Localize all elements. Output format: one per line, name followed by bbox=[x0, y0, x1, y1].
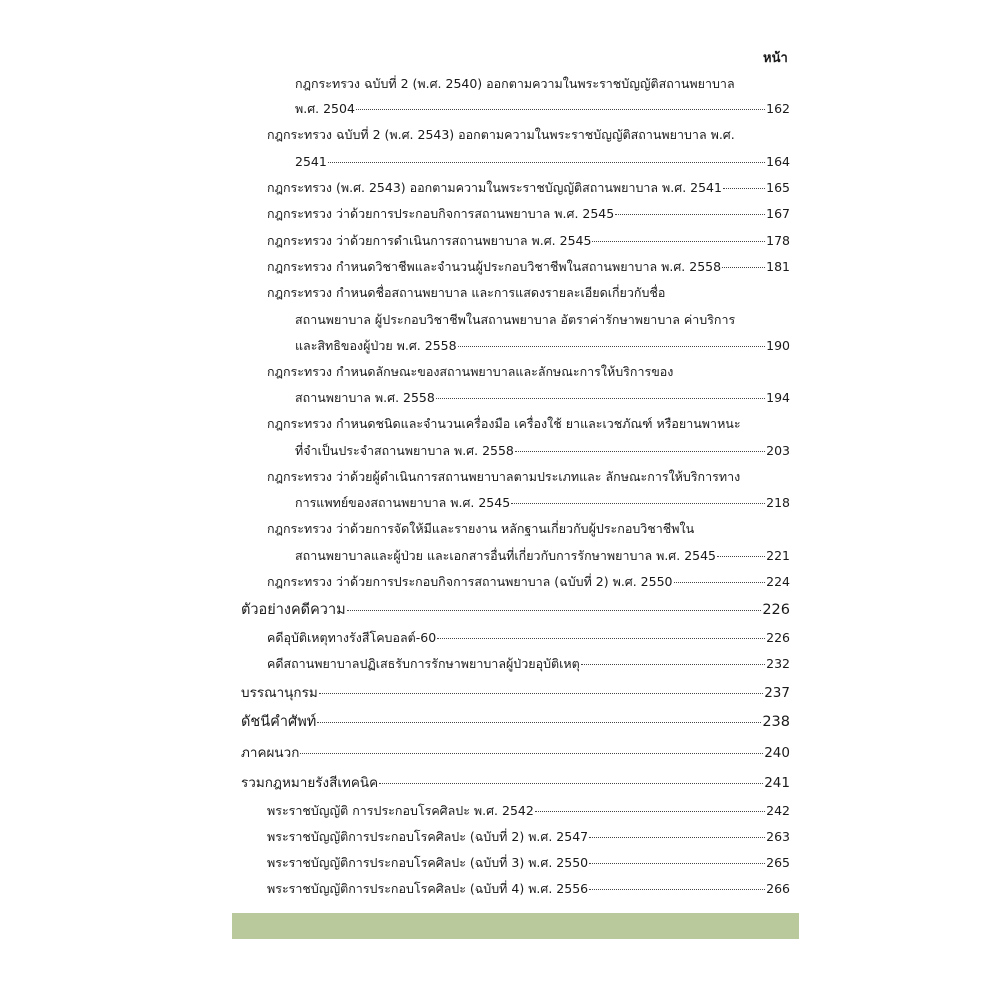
toc-entry[interactable] bbox=[295, 390, 790, 406]
toc-entry-text: กฎกระทรวง ฉบับที่ 2 (พ.ศ. 2543) ออกตามความในพระราชบัญญัติสถานพยาบาล พ.ศ. bbox=[267, 127, 735, 142]
dot-leader bbox=[717, 556, 765, 557]
toc-entry[interactable] bbox=[295, 443, 790, 459]
toc-section-title: ดัชนีคำศัพท์ bbox=[241, 714, 317, 730]
toc-entry[interactable] bbox=[267, 233, 790, 249]
toc-page-number: 232 bbox=[766, 656, 790, 671]
dot-leader bbox=[589, 889, 765, 890]
toc-page-number: 218 bbox=[766, 495, 790, 510]
toc-page-number: 237 bbox=[764, 685, 790, 701]
toc-entry-text: กฎกระทรวง กำหนดชื่อสถานพยาบาล และการแสดงรายละเอียดเกี่ยวกับชื่อ bbox=[267, 285, 666, 300]
footer-band bbox=[232, 913, 799, 939]
toc-entry[interactable] bbox=[267, 259, 790, 275]
toc-section-title: ตัวอย่างคดีความ bbox=[241, 602, 346, 618]
toc-page-number: 164 bbox=[766, 154, 790, 169]
toc-entry[interactable] bbox=[267, 803, 790, 819]
toc-entry[interactable] bbox=[295, 101, 790, 117]
dot-leader bbox=[347, 610, 762, 611]
toc-entry-text: พ.ศ. 2504 bbox=[295, 101, 355, 116]
dot-leader bbox=[379, 783, 763, 784]
toc-page-number: 162 bbox=[766, 101, 790, 116]
toc-entry-text: กฎกระทรวง ว่าด้วยการดำเนินการสถานพยาบาล พ.ศ. 2545 bbox=[267, 233, 592, 248]
dot-leader bbox=[328, 162, 765, 163]
toc-entry-text: กฎกระทรวง กำหนดวิชาชีพและจำนวนผู้ประกอบวิชาชีพในสถานพยาบาล พ.ศ. 2558 bbox=[267, 259, 722, 274]
toc-entry-text: คดีอุบัติเหตุทางรังสีโคบอลต์-60 bbox=[267, 630, 437, 645]
toc-entry-text: สถานพยาบาล ผู้ประกอบวิชาชีพในสถานพยาบาล อัตราค่ารักษาพยาบาล ค่าบริการ bbox=[295, 312, 736, 327]
toc-page-number: 226 bbox=[766, 630, 790, 645]
toc-entry-text: กฎกระทรวง ว่าด้วยการประกอบกิจการสถานพยาบาล (ฉบับที่ 2) พ.ศ. 2550 bbox=[267, 574, 673, 589]
toc-page-number: 194 bbox=[766, 390, 790, 405]
toc-entry[interactable] bbox=[267, 630, 790, 646]
toc-section[interactable] bbox=[241, 602, 790, 618]
toc-entry[interactable] bbox=[267, 855, 790, 871]
dot-leader bbox=[317, 722, 761, 723]
dot-leader bbox=[437, 638, 765, 639]
toc-section[interactable] bbox=[241, 775, 790, 791]
dot-leader bbox=[674, 582, 766, 583]
toc-page-number: 242 bbox=[766, 803, 790, 818]
dot-leader bbox=[589, 863, 765, 864]
toc-page-number: 203 bbox=[766, 443, 790, 458]
toc-entry[interactable] bbox=[267, 206, 790, 222]
dot-leader bbox=[722, 267, 765, 268]
toc-page-number: 167 bbox=[766, 206, 790, 221]
toc-entry-text: กฎกระทรวง (พ.ศ. 2543) ออกตามความในพระราชบัญญัติสถานพยาบาล พ.ศ. 2541 bbox=[267, 180, 722, 195]
toc-section-title: ภาคผนวก bbox=[241, 745, 300, 761]
toc-section[interactable] bbox=[241, 685, 790, 701]
toc-entry[interactable] bbox=[267, 656, 790, 672]
toc-entry-text: 2541 bbox=[295, 154, 327, 169]
toc-page-number: 238 bbox=[762, 714, 790, 730]
toc-entry[interactable] bbox=[295, 548, 790, 564]
toc-entry-text: พระราชบัญญัติ การประกอบโรคศิลปะ พ.ศ. 2542 bbox=[267, 803, 534, 818]
toc-page-number: 181 bbox=[766, 259, 790, 274]
toc-entry-text: พระราชบัญญัติการประกอบโรคศิลปะ (ฉบับที่ 4) พ.ศ. 2556 bbox=[267, 881, 589, 896]
toc-entry-text: คดีสถานพยาบาลปฏิเสธรับการรักษาพยาบาลผู้ป่วยอุบัติเหตุ bbox=[267, 656, 580, 671]
dot-leader bbox=[458, 346, 766, 347]
toc-entry[interactable] bbox=[267, 829, 790, 845]
dot-leader bbox=[535, 811, 765, 812]
toc-entry-text: สถานพยาบาลและผู้ป่วย และเอกสารอื่นที่เกี่ยวกับการรักษาพยาบาล พ.ศ. 2545 bbox=[295, 548, 717, 563]
toc-section-title: บรรณานุกรม bbox=[241, 685, 318, 701]
toc-page-number: 224 bbox=[766, 574, 790, 589]
toc-entry[interactable] bbox=[267, 180, 790, 196]
toc-entry-text: กฎกระทรวง ฉบับที่ 2 (พ.ศ. 2540) ออกตามความในพระราชบัญญัติสถานพยาบาล bbox=[295, 76, 735, 91]
dot-leader bbox=[319, 693, 763, 694]
toc-entry-text: กฎกระทรวง ว่าด้วยการประกอบกิจการสถานพยาบาล พ.ศ. 2545 bbox=[267, 206, 615, 221]
toc-entry[interactable] bbox=[267, 574, 790, 590]
toc-entry-text: กฎกระทรวง กำหนดลักษณะของสถานพยาบาลและลักษณะการให้บริการของ bbox=[267, 364, 674, 379]
dot-leader bbox=[615, 214, 765, 215]
toc-page-number: 165 bbox=[766, 180, 790, 195]
toc-section-title: รวมกฎหมายรังสีเทคนิค bbox=[241, 775, 379, 791]
dot-leader bbox=[592, 241, 765, 242]
dot-leader bbox=[723, 188, 765, 189]
toc-section[interactable] bbox=[241, 745, 790, 761]
toc-entry-text: สถานพยาบาล พ.ศ. 2558 bbox=[295, 390, 435, 405]
toc-entry-text: กฎกระทรวง ว่าด้วยผู้ดำเนินการสถานพยาบาลตามประเภทและ ลักษณะการให้บริการทาง bbox=[267, 469, 741, 484]
toc-page-number: 190 bbox=[766, 338, 790, 353]
toc-page-number: 178 bbox=[766, 233, 790, 248]
toc-entry-text: กฎกระทรวง กำหนดชนิดและจำนวนเครื่องมือ เครื่องใช้ ยาและเวชภัณฑ์ หรือยานพาหนะ bbox=[267, 416, 741, 431]
toc-entry-text: กฎกระทรวง ว่าด้วยการจัดให้มีและรายงาน หลักฐานเกี่ยวกับผู้ประกอบวิชาชีพใน bbox=[267, 521, 695, 536]
toc-entry-text: ที่จำเป็นประจำสถานพยาบาล พ.ศ. 2558 bbox=[295, 443, 514, 458]
toc-entry-text: และสิทธิของผู้ป่วย พ.ศ. 2558 bbox=[295, 338, 457, 353]
toc-page-number: 226 bbox=[762, 602, 790, 618]
toc-entry[interactable] bbox=[267, 881, 790, 897]
toc-entry-text: พระราชบัญญัติการประกอบโรคศิลปะ (ฉบับที่ 2) พ.ศ. 2547 bbox=[267, 829, 589, 844]
dot-leader bbox=[511, 503, 765, 504]
toc-entry[interactable] bbox=[295, 495, 790, 511]
toc-entry[interactable] bbox=[295, 338, 790, 354]
toc-entry-text: พระราชบัญญัติการประกอบโรคศิลปะ (ฉบับที่ 3) พ.ศ. 2550 bbox=[267, 855, 589, 870]
dot-leader bbox=[589, 837, 765, 838]
toc-entry-text: การแพทย์ของสถานพยาบาล พ.ศ. 2545 bbox=[295, 495, 511, 510]
toc-page-number: 265 bbox=[766, 855, 790, 870]
toc-page-number: 240 bbox=[764, 745, 790, 761]
toc-page-number: 241 bbox=[764, 775, 790, 791]
dot-leader bbox=[356, 109, 765, 110]
page-column-header: หน้า bbox=[763, 51, 788, 66]
toc-entry[interactable] bbox=[295, 154, 790, 170]
dot-leader bbox=[436, 398, 765, 399]
toc-section[interactable] bbox=[241, 714, 790, 730]
toc-page-number: 221 bbox=[766, 548, 790, 563]
dot-leader bbox=[300, 753, 763, 754]
toc-page-number: 263 bbox=[766, 829, 790, 844]
dot-leader bbox=[581, 664, 765, 665]
toc-page-number: 266 bbox=[766, 881, 790, 896]
dot-leader bbox=[515, 451, 765, 452]
